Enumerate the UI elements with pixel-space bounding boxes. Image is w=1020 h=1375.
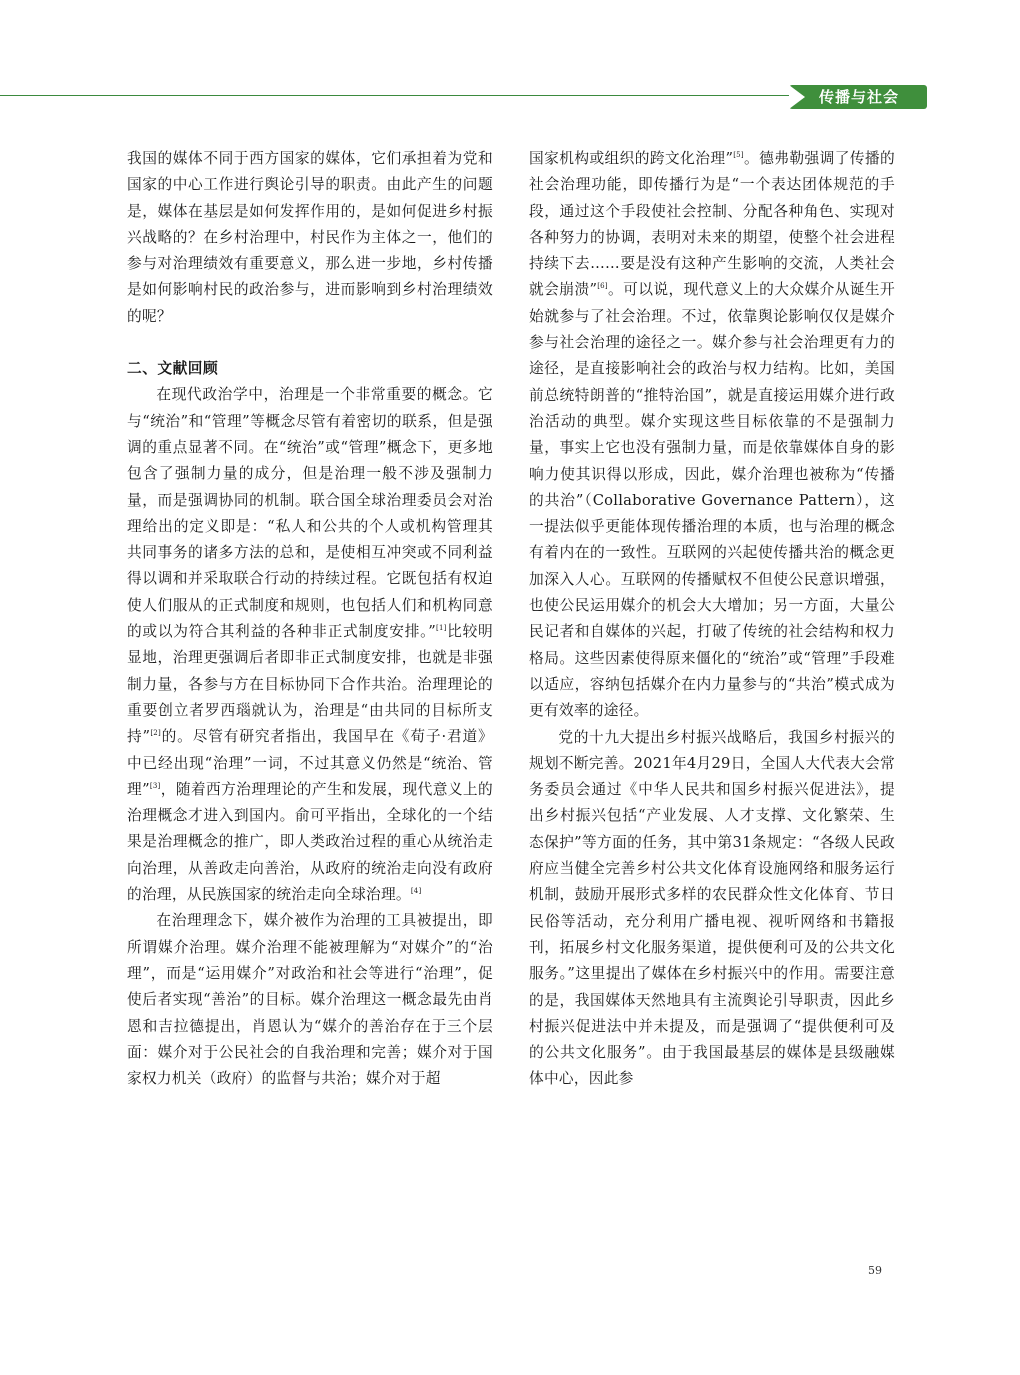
paragraph: 在治理理念下，媒介被作为治理的工具被提出，即所谓媒介治理。媒介治理不能被理解为“对媒介”的“治理”，而是“运用媒介”对政治和社会等进行“治理”，促使后者实现“善治”的目标。媒介治理这一概念最先由肖恩和吉拉德提出，肖恩认为“媒介的善治存在于三个层面：媒介对于公民社会的自我治理和完善；媒介对于国家权力机关（政府）的监督与共治；媒介对于超: [127, 912, 493, 1088]
paragraph-text: 国家机构或组织的跨文化治理”: [529, 150, 734, 167]
citation-ref: [5]: [733, 151, 744, 159]
citation-ref: [3]: [149, 781, 161, 790]
paragraph-text: 的。尽管有研究者指出，我国早在《荀子·君道》中已经出现“治理”一词，不过其意义仍然是“统治、管理”: [127, 728, 493, 798]
citation-ref: [6]: [597, 282, 608, 291]
paragraph: [127, 382, 493, 908]
paragraph: 我国的媒体不同于西方国家的媒体，它们承担着为党和国家的中心工作进行舆论引导的职责。由此产生的问题是，媒体在基层是如何发挥作用的，是如何促进乡村振兴战略的？在乡村治理中，村民作为主体之一，他们的参与对治理绩效有重要意义，那么进一步地，乡村传播是如何影响村民的政治参与，进而影响到乡村治理绩效的呢？: [127, 150, 493, 325]
paragraph-text: 。德弗勒强调了传播的社会治理功能，即传播行为是“一个表达团体规范的手段，通过这个手段使社会控制、分配各种角色、实现对各种努力的协调，表明对未来的期望，使整个社会进程持续下去……要是没有这种产生影响的交流，人类社会就会崩溃”: [529, 150, 895, 299]
paragraph: [529, 146, 895, 725]
paragraph-text: 。可以说，现代意义上的大众媒介从诞生开始就参与了社会治理。不过，依靠舆论影响仅仅是媒介参与社会治理的途径之一。媒介参与社会治理更有力的途径，是直接影响社会的政治与权力结构。比如，美国前总统特朗普的“推特治国”，就是直接运用媒介进行政治活动的典型。媒介实现这些目标依靠的不是强制力量，事实上它也没有强制力量，而是依靠媒体自身的影响力使其识得以形成，因此，媒介治理也被称为“传播的共治”（Collaborative Governance Pattern），这一提法似乎更能体现传播治理的本质，也与治理的概念有着内在的一致性。互联网的兴起使传播共治的概念更加深入人心。互联网的传播赋权不但使公民意识增强，也使公民运用媒介的机会大大增加；另一方面，大量公民记者和自媒体的兴起，打破了传统的社会结构和权力格局。这些因素使得原来僵化的“统治”或“管理”手段难以适应，容纳包括媒介在内力量参与的“共治”模式成为更有效率的途径。: [529, 281, 895, 720]
citation-ref: [2]: [150, 729, 161, 738]
right-column: [529, 146, 895, 1093]
section-tab: 传播与社会: [789, 85, 927, 109]
header-rule: [0, 95, 790, 96]
paragraph: 党的十九大提出乡村振兴战略后，我国乡村振兴的规划不断完善。2021年4月29日，全国人大代表大会常务委员会通过《中华人民共和国乡村振兴促进法》，提出乡村振兴包括“产业发展、人才支撑、文化繁荣、生态保护”等方面的任务，其中第31条规定：“各级人民政府应当健全完善乡村公共文化体育设施网络和服务运行机制，鼓励开展形式多样的农民群众性文化体育、节日民俗等活动，充分利用广播电视、视听网络和书籍报刊，拓展乡村文化服务渠道，提供便利可及的公共文化服务。”这里提出了媒体在乡村振兴中的作用。需要注意的是，我国媒体天然地具有主流舆论引导职责，因此乡村振兴促进法中并未提及，而是强调了“提供便利可及的公共文化服务”。由于我国最基层的媒体是县级融媒体中心，因此参: [529, 728, 895, 1088]
citation-ref: [4]: [410, 887, 422, 896]
paragraph-text: 比较明显地，治理更强调后者即非正式制度安排，也就是非强制力量，各参与方在目标协同下合作共治。治理理论的重要创立者罗西瑙就认为，治理是“由共同的目标所支持”: [127, 623, 493, 746]
section-heading: 二、文献回顾: [127, 360, 219, 378]
paragraph-text: ，随着西方治理理论的产生和发展，现代意义上的治理概念才进入到国内。俞可平指出，全球化的一个结果是治理概念的推广，即人类政治过程的重心从统治走向治理，从善政走向善治，从政府的统治走向没有政府的治理，从民族国家的统治走向全球治理。: [127, 780, 493, 904]
left-column: [127, 146, 493, 1092]
citation-ref: [1]: [436, 624, 447, 633]
paragraph-text: 在现代政治学中，治理是一个非常重要的概念。它与“统治”和“管理”等概念尽管有着密切的联系，但是强调的重点显著不同。在“统治”或“管理”概念下，更多地包含了强制力量的成分，但是治理一般不涉及强制力量，而是强调协同的机制。联合国全球治理委员会对治理给出的定义即是：“私人和公共的个人或机构管理其共同事务的诸多方法的总和，是使相互冲突或不同利益得以调和并采取联合行动的持续过程。它既包括有权迫使人们服从的正式制度和规则，也包括人们和机构同意的或以为符合其利益的各种非正式制度安排。”: [127, 386, 493, 641]
page-number: 59: [868, 1264, 882, 1277]
